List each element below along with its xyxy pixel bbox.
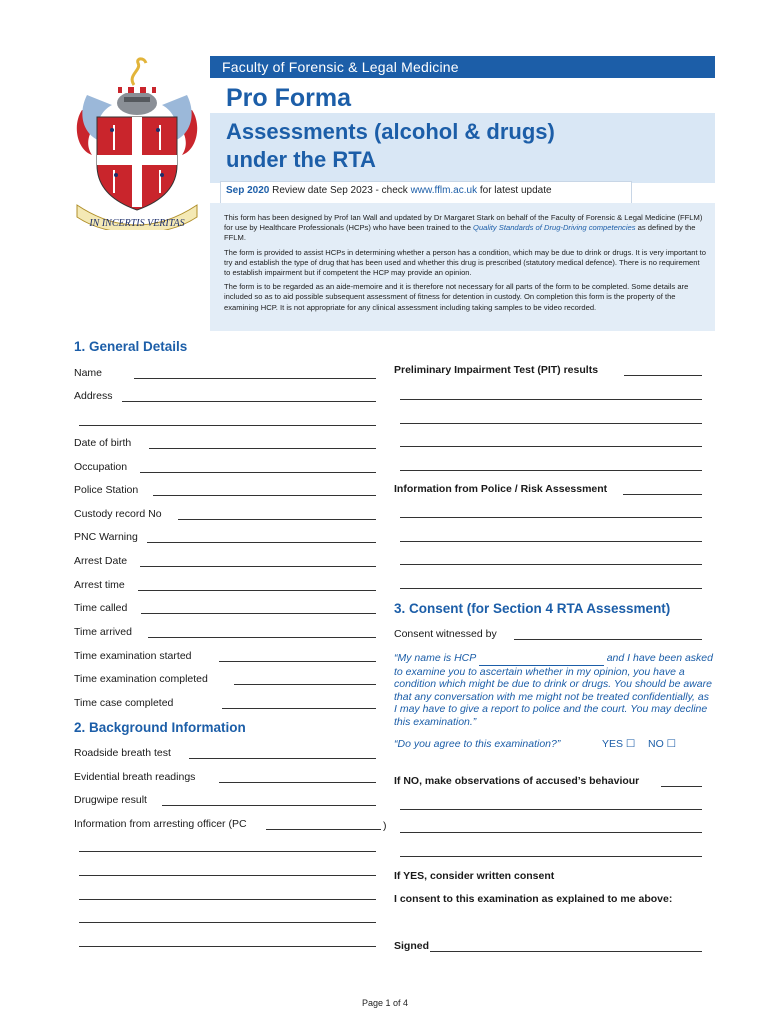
field-input-line-13[interactable]: [222, 708, 376, 709]
field-input-line-7[interactable]: [140, 566, 376, 567]
fflm-link[interactable]: www.fflm.ac.uk: [410, 185, 478, 196]
right-blank-line-2[interactable]: [400, 446, 702, 447]
police-info-line[interactable]: [623, 494, 702, 495]
right-blank-line-5[interactable]: [400, 541, 702, 542]
crest-motto: IN INCERTIS VERITAS: [89, 218, 185, 229]
signature-line[interactable]: [430, 951, 702, 952]
no-checkbox[interactable]: NO ☐: [648, 738, 677, 750]
background-input-line-3[interactable]: [266, 829, 381, 830]
officer-info-line-0[interactable]: [79, 851, 376, 852]
field-label-7: Arrest Date: [74, 555, 128, 567]
fflm-crest-logo: [72, 55, 202, 230]
background-field-label-2: Drugwipe result: [74, 794, 147, 806]
field-input-line-1[interactable]: [122, 401, 376, 402]
field-input-line-5[interactable]: [178, 519, 376, 520]
field-label-12: Time examination completed: [74, 673, 208, 685]
section-2-heading: 2. Background Information: [74, 720, 246, 735]
background-field-label-1: Evidential breath readings: [74, 771, 196, 783]
field-input-line-2[interactable]: [149, 448, 376, 449]
field-input-line-3[interactable]: [140, 472, 376, 473]
consent-declaration: I consent to this examination as explained to me above:: [394, 893, 673, 905]
officer-info-line-1[interactable]: [79, 875, 376, 876]
officer-info-line-3[interactable]: [79, 922, 376, 923]
pc-close-paren: ): [383, 820, 387, 832]
field-input-line-6[interactable]: [147, 542, 376, 543]
intro-paragraph-1: This form has been designed by Prof Ian Wall and updated by Dr Margaret Stark on behalf of the Faculty of Forensic & Legal Medicine (FFLM) for use by Healthcare Professionals (HCPs) who have been trained to the Quality Standards of Drug-Driving competencies as defined by the FFLM.: [224, 213, 703, 243]
yes-checkbox[interactable]: YES ☐: [602, 738, 636, 750]
review-tail: for latest update: [477, 185, 552, 196]
right-blank-line-0[interactable]: [400, 399, 702, 400]
field-input-line-4[interactable]: [153, 495, 376, 496]
field-input-line-12[interactable]: [234, 684, 376, 685]
background-field-label-3: Information from arresting officer (PC: [74, 818, 247, 830]
review-date-line: [226, 185, 552, 196]
background-field-label-0: Roadside breath test: [74, 747, 171, 759]
field-input-line-10[interactable]: [148, 637, 376, 638]
field-input-line-0[interactable]: [134, 378, 376, 379]
right-blank-line-9[interactable]: [400, 832, 702, 833]
section-3-heading: 3. Consent (for Section 4 RTA Assessment): [394, 601, 671, 616]
background-input-line-1[interactable]: [219, 782, 376, 783]
field-input-line-9[interactable]: [141, 613, 376, 614]
right-blank-line-7[interactable]: [400, 588, 702, 589]
pro-forma-label: Pro Forma: [226, 84, 352, 112]
consent-statement-hcp: “My name is HCP: [394, 652, 476, 664]
field-label-5: Custody record No: [74, 508, 162, 520]
field-input-line-11[interactable]: [219, 661, 376, 662]
intro-paragraph-3: The form is to be regarded as an aide-memoire and it is therefore not necessary for all parts of the form to be completed. Some details are included so as to aid possible subsequent assessment of fitness for detention in custody. On completion this form is the property of the examining HCP. It is not appropriate for any clinical assessment including taking samples to be video recorded.: [224, 282, 689, 312]
pit-results-label: Preliminary Impairment Test (PIT) results: [394, 364, 599, 376]
if-no-label: If NO, make observations of accused’s behaviour: [394, 775, 640, 787]
quality-standards-link[interactable]: Quality Standards of Drug-Driving competencies: [473, 223, 636, 233]
police-info-label: Information from Police / Risk Assessment: [394, 483, 608, 495]
section-1-heading: 1. General Details: [74, 339, 188, 354]
hcp-name-line[interactable]: [479, 652, 604, 666]
field-label-1: Address: [74, 390, 113, 402]
field-label-11: Time examination started: [74, 650, 192, 662]
right-blank-line-6[interactable]: [400, 564, 702, 565]
right-blank-line-4[interactable]: [400, 517, 702, 518]
if-yes-label: If YES, consider written consent: [394, 870, 555, 882]
intro-paragraph-2: The form is provided to assist HCPs in determining whether a person has a condition, which may be due to drink or drugs. It is very important to try and establish the type of drug that has been used and whether this drug is prescribed (statutory medical defence). There is no requirement to establish impairment but if competent the HCP may provide an opinion.: [224, 247, 707, 278]
field-label-10: Time arrived: [74, 626, 132, 638]
field-input-line-8[interactable]: [138, 590, 376, 591]
page-number: Page 1 of 4: [361, 998, 409, 1008]
consent-statement-body: asked to examine you to ascertain whether in my opinion, you have a condition which might be due to drink or drugs. You should be aware that any conversation with me might not be treated confidentially, as I may have to give a report to police and the court. You may decline this examination.”: [394, 652, 713, 728]
title-line-1: Assessments (alcohol & drugs): [226, 119, 555, 144]
if-no-line[interactable]: [661, 786, 702, 787]
right-blank-line-10[interactable]: [400, 856, 702, 857]
field-label-2: Date of birth: [74, 437, 132, 449]
right-blank-line-8[interactable]: [400, 809, 702, 810]
faculty-banner: Faculty of Forensic & Legal Medicine: [210, 56, 715, 78]
consent-statement: “My name is HCP and I have been asked to examine you to ascertain whether in my opinion, you have a condition which might be due to drink or drugs. You should be aware that any conversation with me might not be treated confidentially, as I may have to give a report to police and the court. You may decline this examination.”: [394, 652, 713, 728]
title-line-2: under the RTA: [226, 147, 376, 172]
field-label-0: Name: [74, 367, 103, 379]
pit-results-line[interactable]: [624, 375, 702, 376]
background-input-line-2[interactable]: [162, 805, 376, 806]
agree-question: “Do you agree to this examination?”: [394, 738, 561, 750]
officer-info-line-2[interactable]: [79, 899, 376, 900]
field-label-13: Time case completed: [74, 697, 174, 709]
right-blank-line-1[interactable]: [400, 423, 702, 424]
right-blank-line-3[interactable]: [400, 470, 702, 471]
issue-date: Sep 2020: [226, 185, 270, 196]
background-input-line-0[interactable]: [189, 758, 376, 759]
intro-text: [224, 213, 706, 317]
consent-witnessed-line[interactable]: [514, 639, 702, 640]
signed-label: Signed: [394, 940, 430, 952]
officer-info-line-4[interactable]: [79, 946, 376, 947]
address-line-2[interactable]: [79, 425, 376, 426]
field-label-3: Occupation: [74, 461, 128, 473]
review-text: Review date Sep 2023 - check: [269, 185, 411, 196]
field-label-9: Time called: [74, 602, 128, 614]
field-label-6: PNC Warning: [74, 531, 138, 543]
field-label-8: Arrest time: [74, 579, 125, 591]
field-label-4: Police Station: [74, 484, 139, 496]
consent-witnessed-label: Consent witnessed by: [394, 628, 497, 640]
document-title: [226, 118, 555, 174]
